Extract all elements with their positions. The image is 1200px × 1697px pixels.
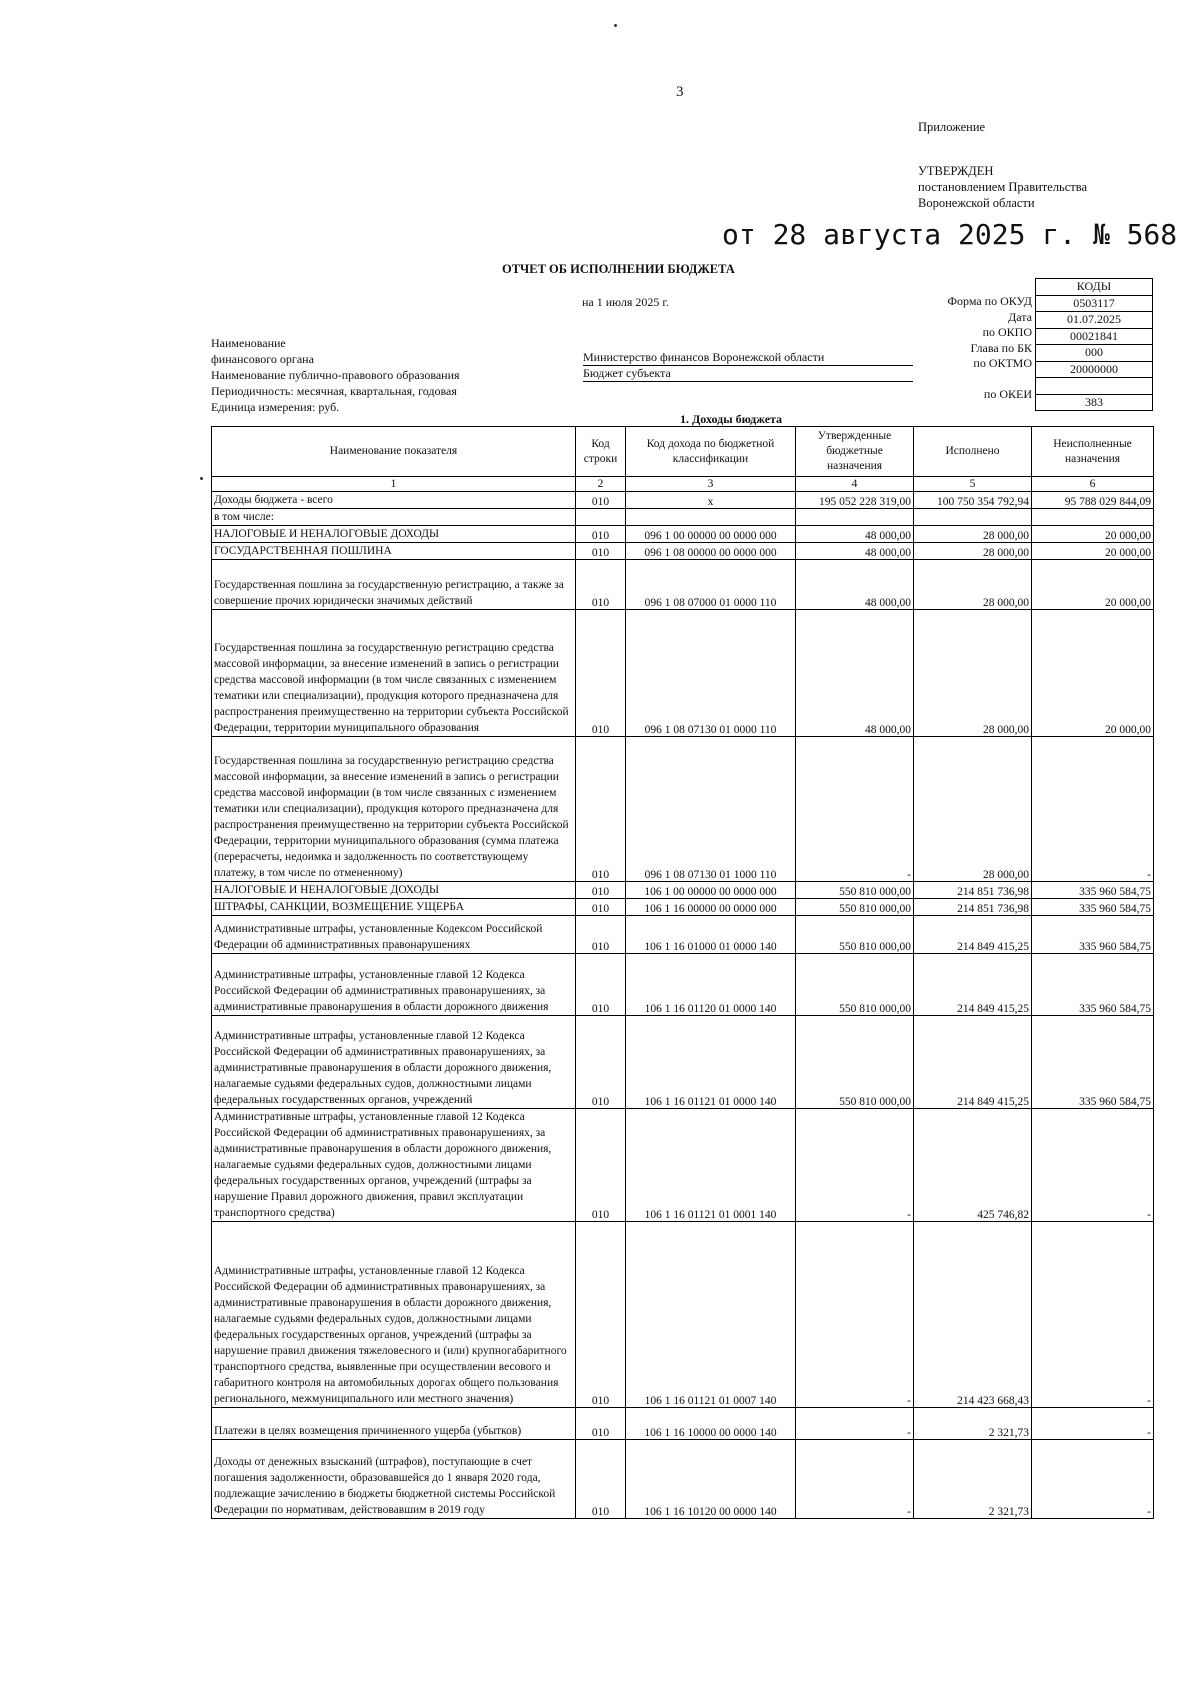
cell-rest: 20 000,00 — [1032, 610, 1154, 737]
cell-line: 010 — [576, 916, 626, 954]
table-row — [212, 526, 1154, 543]
codes-box — [1035, 278, 1153, 411]
table-row — [212, 1408, 1154, 1440]
cell-name: Административные штрафы, установленные главой 12 Кодекса Российской Федерации об административных правонарушениях, за административные правонарушения в области дорожного движения, налагаемые судьями федеральных судов, должностными лицами федеральных государственных органов, учреждений (штрафы за нарушение правил движения тяжеловесного и (или) крупногабаритного транспортного средства, выявленные при осуществлении весового и габаритного контроля на автомобильных дорогах общего пользования регионального, межмуниципального или местного значения) — [212, 1222, 576, 1408]
cell-name: ШТРАФЫ, САНКЦИИ, ВОЗМЕЩЕНИЕ УЩЕРБА — [212, 899, 576, 916]
cell-done: 214 849 415,25 — [914, 954, 1032, 1016]
scan-speck — [200, 477, 203, 480]
cell-done: 214 849 415,25 — [914, 916, 1032, 954]
cell-approved: 550 810 000,00 — [796, 1016, 914, 1109]
table-row — [212, 954, 1154, 1016]
unit-label: Единица измерения: руб. — [211, 400, 340, 414]
cell-name: Административные штрафы, установленные главой 12 Кодекса Российской Федерации об административных правонарушениях, за административные правонарушения в области дорожного движения — [212, 954, 576, 1016]
cell-line: 010 — [576, 1408, 626, 1440]
code-label: Глава по БК — [970, 340, 1032, 355]
cell-approved: - — [796, 737, 914, 882]
cell-name: Административные штрафы, установленные Кодексом Российской Федерации об административных правонарушениях — [212, 916, 576, 954]
cell-approved: 48 000,00 — [796, 560, 914, 610]
appendix-label: Приложение — [918, 120, 986, 134]
cell-code: 106 1 16 01121 01 0000 140 — [626, 1016, 796, 1109]
cell-rest: - — [1032, 1440, 1154, 1519]
table-row — [212, 610, 1154, 737]
fin-org-label: финансового органа — [211, 352, 314, 366]
column-number-row — [212, 477, 1154, 492]
table-row — [212, 1440, 1154, 1519]
code-value: 01.07.2025 — [1036, 312, 1152, 329]
code-value: 0503117 — [1036, 296, 1152, 313]
table-row — [212, 492, 1154, 509]
cell-code: 106 1 16 10120 00 0000 140 — [626, 1440, 796, 1519]
cell-name: ГОСУДАРСТВЕННАЯ ПОШЛИНА — [212, 543, 576, 560]
column-header: Исполнено — [914, 427, 1032, 477]
cell-approved: 550 810 000,00 — [796, 954, 914, 1016]
cell-approved: 550 810 000,00 — [796, 882, 914, 899]
cell-name: НАЛОГОВЫЕ И НЕНАЛОГОВЫЕ ДОХОДЫ — [212, 526, 576, 543]
table-row — [212, 882, 1154, 899]
table-row — [212, 737, 1154, 882]
cell-code: x — [626, 492, 796, 509]
cell-code: 106 1 00 00000 00 0000 000 — [626, 882, 796, 899]
cell-rest: 335 960 584,75 — [1032, 882, 1154, 899]
column-header: Наименование показателя — [212, 427, 576, 477]
code-label — [948, 372, 1032, 388]
cell-code: 096 1 00 00000 00 0000 000 — [626, 526, 796, 543]
cell-line: 010 — [576, 543, 626, 560]
cell-done: 214 851 736,98 — [914, 899, 1032, 916]
periodicity-label: Периодичность: месячная, квартальная, годовая — [211, 384, 457, 398]
cell-line: 010 — [576, 1222, 626, 1408]
revenue-table — [211, 426, 1154, 1519]
table-row — [212, 560, 1154, 610]
cell-done: 2 321,73 — [914, 1408, 1032, 1440]
cell-rest — [1032, 509, 1154, 526]
decree-stamp: от 28 августа 2025 г. № 568 — [722, 218, 1178, 251]
cell-approved: 48 000,00 — [796, 526, 914, 543]
cell-code: 106 1 16 01120 01 0000 140 — [626, 954, 796, 1016]
cell-done: 28 000,00 — [914, 543, 1032, 560]
cell-code: 106 1 16 01121 01 0007 140 — [626, 1222, 796, 1408]
cell-line — [576, 509, 626, 526]
cell-approved: - — [796, 1440, 914, 1519]
column-header: Неисполненные назначения — [1032, 427, 1154, 477]
cell-rest: 335 960 584,75 — [1032, 899, 1154, 916]
cell-code: 096 1 08 07000 01 0000 110 — [626, 560, 796, 610]
cell-name: Административные штрафы, установленные главой 12 Кодекса Российской Федерации об административных правонарушениях, за административные правонарушения в области дорожного движения, налагаемые судьями федеральных судов, должностными лицами федеральных государственных органов, учреждений (штрафы за нарушение Правил дорожного движения, правил эксплуатации транспортного средства) — [212, 1109, 576, 1222]
cell-line: 010 — [576, 882, 626, 899]
code-value: 20000000 — [1036, 362, 1152, 379]
code-label: по ОКЕИ — [983, 387, 1032, 401]
table-row — [212, 1109, 1154, 1222]
cell-done — [914, 509, 1032, 526]
table-row — [212, 1016, 1154, 1109]
scan-speck — [614, 24, 617, 27]
table-header-row — [212, 427, 1154, 477]
table-row — [212, 1222, 1154, 1408]
cell-rest: - — [1032, 1109, 1154, 1222]
report-date: на 1 июля 2025 г. — [582, 295, 669, 309]
cell-rest: - — [1032, 1222, 1154, 1408]
code-value: 00021841 — [1036, 329, 1152, 346]
cell-name: в том числе: — [212, 509, 576, 526]
cell-name: Административные штрафы, установленные главой 12 Кодекса Российской Федерации об административных правонарушениях, за административные правонарушения в области дорожного движения, налагаемые судьями федеральных судов, должностными лицами федеральных государственных органов, учреждений — [212, 1016, 576, 1109]
code-value — [1036, 378, 1152, 395]
cell-code: 106 1 16 00000 00 0000 000 — [626, 899, 796, 916]
cell-approved: 48 000,00 — [796, 610, 914, 737]
cell-line: 010 — [576, 526, 626, 543]
cell-code: 096 1 08 07130 01 1000 110 — [626, 737, 796, 882]
cell-line: 010 — [576, 1440, 626, 1519]
section-title: 1. Доходы бюджета — [680, 412, 783, 426]
cell-code: 106 1 16 01121 01 0001 140 — [626, 1109, 796, 1222]
cell-code: 096 1 08 07130 01 0000 110 — [626, 610, 796, 737]
cell-rest: 335 960 584,75 — [1032, 916, 1154, 954]
cell-rest: - — [1032, 1408, 1154, 1440]
cell-code: 106 1 16 10000 00 0000 140 — [626, 1408, 796, 1440]
cell-approved: 550 810 000,00 — [796, 916, 914, 954]
column-number: 3 — [626, 477, 796, 492]
cell-approved: - — [796, 1408, 914, 1440]
cell-name: Платежи в целях возмещения причиненного ущерба (убытков) — [212, 1408, 576, 1440]
cell-done: 28 000,00 — [914, 737, 1032, 882]
cell-done: 2 321,73 — [914, 1440, 1032, 1519]
table-row — [212, 916, 1154, 954]
cell-rest: 95 788 029 844,09 — [1032, 492, 1154, 509]
cell-approved: 550 810 000,00 — [796, 899, 914, 916]
cell-approved: 48 000,00 — [796, 543, 914, 560]
cell-code — [626, 509, 796, 526]
column-number: 6 — [1032, 477, 1154, 492]
cell-name: Доходы от денежных взысканий (штрафов), поступающие в счет погашения задолженности, образовавшейся до 1 января 2020 года, подлежащие зачислению в бюджеты бюджетной системы Российской Федерации по нормативам, действовавшим в 2019 году — [212, 1440, 576, 1519]
approval-line: Воронежской области — [918, 196, 1035, 210]
table-row — [212, 509, 1154, 526]
cell-rest: 20 000,00 — [1032, 560, 1154, 610]
cell-rest: - — [1032, 737, 1154, 882]
column-header: Код дохода по бюджетной классификации — [626, 427, 796, 477]
approval-line: УТВЕРЖДЕН — [918, 164, 994, 178]
cell-rest: 335 960 584,75 — [1032, 1016, 1154, 1109]
cell-code: 096 1 08 00000 00 0000 000 — [626, 543, 796, 560]
column-header: Код строки — [576, 427, 626, 477]
public-entity-value: Бюджет субъекта — [583, 366, 913, 382]
column-number: 2 — [576, 477, 626, 492]
cell-name: Доходы бюджета - всего — [212, 492, 576, 509]
cell-done: 214 423 668,43 — [914, 1222, 1032, 1408]
cell-name: Государственная пошлина за государственную регистрацию, а также за совершение прочих юридически значимых действий — [212, 560, 576, 610]
cell-approved — [796, 509, 914, 526]
cell-line: 010 — [576, 610, 626, 737]
approval-line: постановлением Правительства — [918, 180, 1088, 194]
code-label: по ОКПО — [982, 325, 1032, 339]
column-header: Утвержденные бюджетные назначения — [796, 427, 914, 477]
cell-approved: 195 052 228 319,00 — [796, 492, 914, 509]
cell-line: 010 — [576, 954, 626, 1016]
cell-done: 214 849 415,25 — [914, 1016, 1032, 1109]
cell-line: 010 — [576, 737, 626, 882]
column-number: 1 — [212, 477, 576, 492]
code-label: по ОКТМО — [973, 356, 1032, 370]
page-number: 3 — [676, 84, 684, 100]
cell-done: 214 851 736,98 — [914, 882, 1032, 899]
cell-approved: - — [796, 1222, 914, 1408]
cell-line: 010 — [576, 899, 626, 916]
cell-rest: 335 960 584,75 — [1032, 954, 1154, 1016]
public-entity-label: Наименование публично-правового образования — [211, 368, 460, 382]
table-row — [212, 899, 1154, 916]
code-value: 383 — [1085, 394, 1103, 409]
cell-done: 100 750 354 792,94 — [914, 492, 1032, 509]
cell-name: Государственная пошлина за государственную регистрацию средства массовой информации, за внесение изменений в запись о регистрации средства массовой информации (в том числе связанных с изменением тематики или специализации), продукция которого предназначена для распространения преимущественно на территории субъекта Российской Федерации, территории муниципального образования — [212, 610, 576, 737]
code-label: Форма по ОКУД — [947, 294, 1032, 308]
cell-done: 28 000,00 — [914, 526, 1032, 543]
cell-line: 010 — [576, 1016, 626, 1109]
approval-block — [918, 163, 1087, 211]
cell-done: 28 000,00 — [914, 610, 1032, 737]
cell-line: 010 — [576, 492, 626, 509]
codes-header: КОДЫ — [1036, 279, 1152, 296]
column-number: 4 — [796, 477, 914, 492]
cell-name: НАЛОГОВЫЕ И НЕНАЛОГОВЫЕ ДОХОДЫ — [212, 882, 576, 899]
fin-org-label: Наименование — [211, 336, 286, 350]
cell-approved: - — [796, 1109, 914, 1222]
codes-labels — [948, 294, 1032, 403]
cell-code: 106 1 16 01000 01 0000 140 — [626, 916, 796, 954]
fin-org-value: Министерство финансов Воронежской области — [583, 350, 913, 366]
cell-rest: 20 000,00 — [1032, 543, 1154, 560]
cell-line: 010 — [576, 560, 626, 610]
table-row — [212, 543, 1154, 560]
cell-name: Государственная пошлина за государственную регистрацию средства массовой информации, за внесение изменений в запись о регистрации средства массовой информации (в том числе связанных с изменением тематики или специализации), продукция которого предназначена для распространения преимущественно на территории субъекта Российской Федерации, территории муниципального образования (сумма платежа (перерасчеты, недоимка и задолженность по соответствующему платежу, в том числе по отмененному) — [212, 737, 576, 882]
cell-done: 28 000,00 — [914, 560, 1032, 610]
column-number: 5 — [914, 477, 1032, 492]
code-label: Дата — [1008, 309, 1032, 324]
cell-rest: 20 000,00 — [1032, 526, 1154, 543]
cell-done: 425 746,82 — [914, 1109, 1032, 1222]
cell-line: 010 — [576, 1109, 626, 1222]
document-title: ОТЧЕТ ОБ ИСПОЛНЕНИИ БЮДЖЕТА — [502, 262, 735, 276]
code-value: 000 — [1036, 345, 1152, 362]
